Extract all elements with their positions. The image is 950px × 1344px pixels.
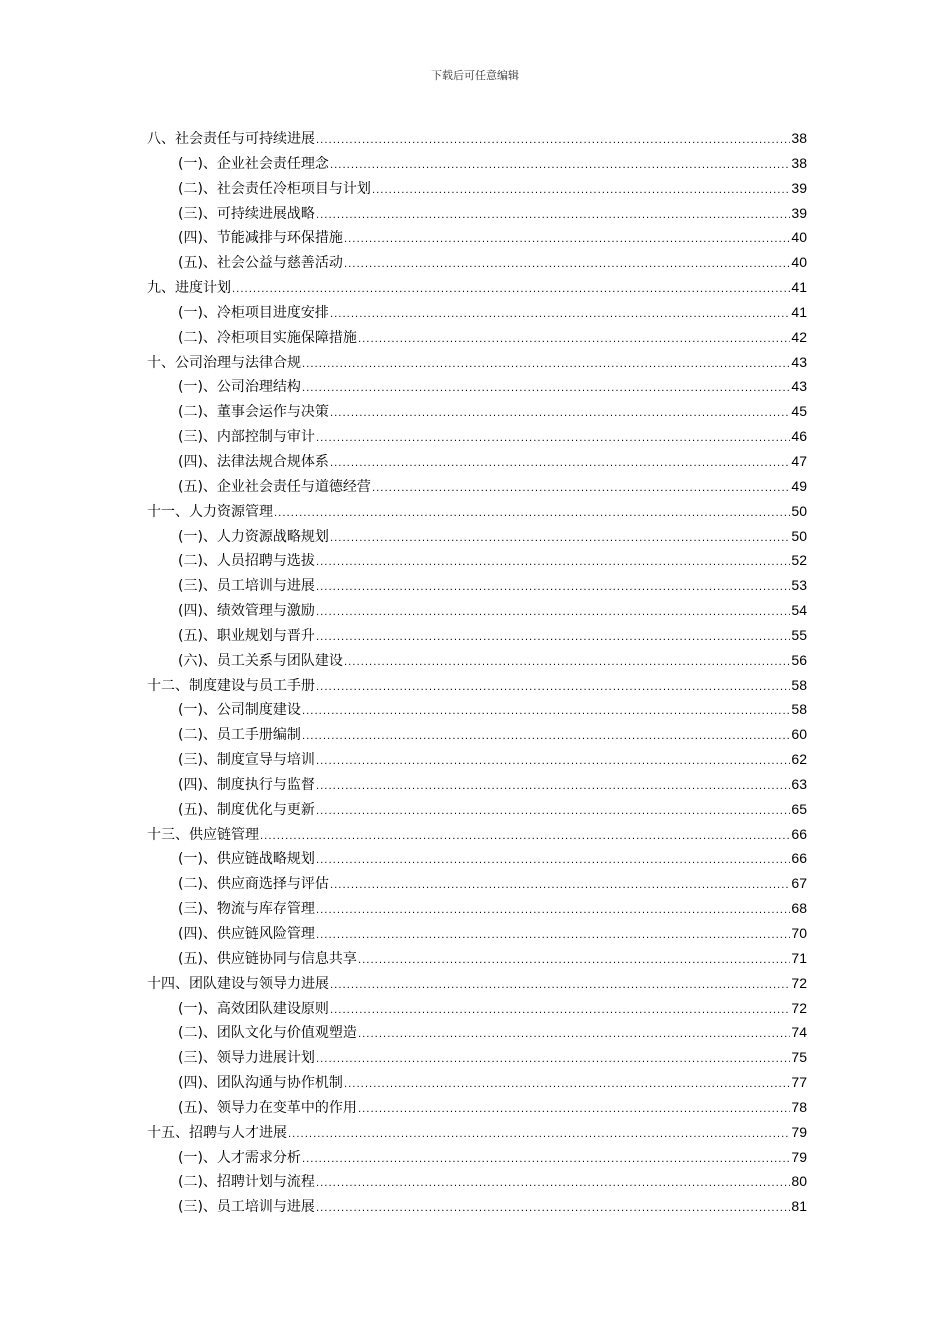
toc-dot-leader — [358, 949, 790, 974]
toc-section-entry[interactable] — [147, 871, 807, 896]
toc-dot-leader — [316, 427, 790, 452]
toc-page-number: 80 — [791, 1173, 807, 1190]
toc-entry-title: 十、公司治理与法律合规 — [147, 354, 301, 371]
toc-page-number: 38 — [791, 154, 807, 171]
toc-page-number: 39 — [791, 204, 807, 221]
toc-page-number: 58 — [791, 676, 807, 693]
toc-dot-leader — [344, 651, 790, 676]
toc-dot-leader — [316, 601, 790, 626]
toc-dot-leader — [302, 725, 790, 750]
toc-dot-leader — [316, 576, 790, 601]
toc-entry-title: (一)、人力资源战略规划 — [178, 528, 329, 545]
toc-page-number: 55 — [791, 626, 807, 643]
toc-entry-title: (四)、制度执行与监督 — [178, 776, 315, 793]
toc-section-entry[interactable] — [147, 772, 807, 797]
toc-entry-title: (五)、领导力在变革中的作用 — [178, 1099, 357, 1116]
toc-entry-title: (一)、企业社会责任理念 — [178, 155, 329, 172]
toc-entry-title: (三)、员工培训与进展 — [178, 1199, 315, 1216]
toc-section-entry[interactable] — [147, 300, 807, 325]
toc-dot-leader — [316, 800, 790, 825]
toc-page-number: 47 — [791, 452, 807, 469]
toc-dot-leader — [316, 750, 790, 775]
toc-chapter-entry[interactable] — [147, 499, 807, 524]
toc-entry-title: (五)、制度优化与更新 — [178, 801, 315, 818]
toc-entry-title: (三)、员工培训与进展 — [178, 578, 315, 595]
toc-section-entry[interactable] — [147, 996, 807, 1021]
toc-entry-title: (二)、人员招聘与选拔 — [178, 553, 315, 570]
toc-page-number: 41 — [791, 303, 807, 320]
toc-section-entry[interactable] — [147, 548, 807, 573]
toc-dot-leader — [330, 402, 790, 427]
toc-dot-leader — [288, 1123, 790, 1148]
toc-dot-leader — [316, 775, 790, 800]
toc-section-entry[interactable] — [147, 524, 807, 549]
toc-entry-title: (三)、制度宣导与培训 — [178, 752, 315, 769]
toc-entry-title: (二)、招聘计划与流程 — [178, 1174, 315, 1191]
toc-entry-title: (四)、团队沟通与协作机制 — [178, 1075, 343, 1092]
toc-dot-leader — [330, 874, 790, 899]
toc-entry-title: (一)、人才需求分析 — [178, 1149, 301, 1166]
toc-dot-leader — [316, 1048, 790, 1073]
toc-section-entry[interactable] — [147, 946, 807, 971]
toc-dot-leader — [358, 1098, 790, 1123]
toc-dot-leader — [344, 228, 790, 253]
toc-section-entry[interactable] — [147, 846, 807, 871]
toc-section-entry[interactable] — [147, 648, 807, 673]
toc-page-number: 50 — [791, 502, 807, 519]
toc-section-entry[interactable] — [147, 374, 807, 399]
toc-page-number: 40 — [791, 229, 807, 246]
toc-dot-leader — [302, 700, 790, 725]
toc-page-number: 72 — [791, 999, 807, 1016]
toc-section-entry[interactable] — [147, 151, 807, 176]
toc-page-number: 68 — [791, 900, 807, 917]
table-of-contents — [147, 126, 807, 1219]
toc-dot-leader — [316, 1197, 790, 1222]
toc-dot-leader — [330, 999, 790, 1024]
toc-entry-title: (二)、冷柜项目实施保障措施 — [178, 329, 357, 346]
toc-dot-leader — [330, 154, 790, 179]
toc-dot-leader — [232, 278, 790, 303]
toc-dot-leader — [330, 974, 790, 999]
page-header: 下载后可任意编辑 — [431, 69, 519, 82]
toc-entry-title: (二)、团队文化与价值观塑造 — [178, 1025, 357, 1042]
toc-dot-leader — [302, 353, 790, 378]
toc-entry-title: (五)、供应链协同与信息共享 — [178, 950, 357, 967]
toc-entry-title: (三)、可持续进展战略 — [178, 205, 315, 222]
toc-page-number: 66 — [791, 850, 807, 867]
toc-dot-leader — [316, 204, 790, 229]
toc-page-number: 45 — [791, 403, 807, 420]
toc-entry-title: (三)、领导力进展计划 — [178, 1050, 315, 1067]
toc-dot-leader — [316, 899, 790, 924]
toc-page-number: 39 — [791, 179, 807, 196]
toc-section-entry[interactable] — [147, 797, 807, 822]
toc-dot-leader — [372, 477, 790, 502]
toc-dot-leader — [260, 825, 790, 850]
toc-dot-leader — [302, 377, 790, 402]
toc-section-entry[interactable] — [147, 201, 807, 226]
toc-page-number: 43 — [791, 353, 807, 370]
toc-page-number: 49 — [791, 477, 807, 494]
toc-dot-leader — [316, 1172, 790, 1197]
toc-entry-title: (一)、高效团队建设原则 — [178, 1000, 329, 1017]
toc-entry-title: (二)、供应商选择与评估 — [178, 876, 329, 893]
toc-chapter-entry[interactable] — [147, 673, 807, 698]
toc-page-number: 70 — [791, 925, 807, 941]
toc-page-number: 42 — [791, 328, 807, 345]
toc-dot-leader — [316, 626, 790, 651]
toc-dot-leader — [358, 1023, 790, 1048]
toc-entry-title: (一)、公司治理结构 — [178, 379, 301, 396]
toc-entry-title: (五)、职业规划与晋升 — [178, 627, 315, 644]
toc-section-entry[interactable] — [147, 598, 807, 623]
toc-entry-title: 十五、招聘与人才进展 — [147, 1124, 287, 1141]
toc-page-number: 79 — [791, 1148, 807, 1165]
toc-section-entry[interactable] — [147, 399, 807, 424]
toc-section-entry[interactable] — [147, 1070, 807, 1095]
toc-page-number: 77 — [791, 1074, 807, 1091]
toc-page-number: 63 — [791, 775, 807, 792]
toc-section-entry[interactable] — [147, 449, 807, 474]
toc-entry-title: (四)、节能减排与环保措施 — [178, 230, 343, 247]
toc-page-number: 60 — [791, 726, 807, 743]
toc-chapter-entry[interactable] — [147, 822, 807, 847]
toc-chapter-entry[interactable] — [147, 971, 807, 996]
toc-entry-title: (四)、法律法规合规体系 — [178, 453, 329, 470]
toc-entry-title: (二)、社会责任冷柜项目与计划 — [178, 180, 371, 197]
toc-section-entry[interactable] — [147, 697, 807, 722]
toc-section-entry[interactable] — [147, 573, 807, 598]
toc-dot-leader — [358, 328, 790, 353]
toc-section-entry[interactable] — [147, 176, 807, 201]
toc-entry-title: 十四、团队建设与领导力进展 — [147, 975, 329, 992]
toc-section-entry[interactable] — [147, 1145, 807, 1170]
toc-section-entry[interactable] — [147, 747, 807, 772]
toc-chapter-entry[interactable] — [147, 350, 807, 375]
toc-entry-title: 十一、人力资源管理 — [147, 503, 273, 520]
toc-page-number: 66 — [791, 825, 807, 842]
toc-entry-title: (六)、员工关系与团队建设 — [178, 652, 343, 669]
toc-page-number: 75 — [791, 1049, 807, 1066]
toc-dot-leader — [302, 1148, 790, 1173]
toc-page-number: 43 — [791, 378, 807, 395]
toc-section-entry[interactable] — [147, 474, 807, 499]
toc-dot-leader — [316, 676, 790, 701]
toc-entry-title: 九、进度计划 — [147, 280, 231, 297]
toc-section-entry[interactable] — [147, 1169, 807, 1194]
toc-section-entry[interactable] — [147, 325, 807, 350]
toc-entry-title: 十二、制度建设与员工手册 — [147, 677, 315, 694]
toc-entry-title: (一)、冷柜项目进度安排 — [178, 304, 329, 321]
toc-entry-title: 八、社会责任与可持续进展 — [147, 131, 315, 147]
toc-page-number: 54 — [791, 602, 807, 619]
toc-entry-title: (四)、绩效管理与激励 — [178, 603, 315, 620]
toc-page-number: 46 — [791, 428, 807, 445]
toc-dot-leader — [316, 849, 790, 874]
toc-section-entry[interactable] — [147, 1095, 807, 1120]
toc-page-number: 58 — [791, 701, 807, 718]
toc-dot-leader — [372, 179, 790, 204]
toc-section-entry[interactable] — [147, 250, 807, 275]
toc-entry-title: (一)、供应链战略规划 — [178, 851, 315, 868]
toc-entry-title: (五)、社会公益与慈善活动 — [178, 255, 343, 272]
toc-entry-title: 十三、供应链管理 — [147, 826, 259, 843]
toc-page-number: 50 — [791, 527, 807, 544]
toc-page-number: 81 — [791, 1198, 807, 1215]
toc-entry-title: (一)、公司制度建设 — [178, 702, 301, 719]
toc-entry-title: (二)、员工手册编制 — [178, 727, 301, 744]
toc-section-entry[interactable] — [147, 921, 807, 946]
toc-entry-title: (五)、企业社会责任与道德经营 — [178, 478, 371, 495]
toc-dot-leader — [344, 253, 790, 278]
toc-page-number: 78 — [791, 1098, 807, 1115]
toc-dot-leader — [330, 527, 790, 552]
toc-entry-title: (三)、内部控制与审计 — [178, 429, 315, 446]
toc-entry-title: (三)、物流与库存管理 — [178, 901, 315, 918]
toc-page-number: 74 — [791, 1024, 807, 1041]
toc-section-entry[interactable] — [147, 1045, 807, 1070]
toc-page-number: 53 — [791, 577, 807, 594]
toc-page-number: 79 — [791, 1123, 807, 1140]
toc-dot-leader — [330, 303, 790, 328]
toc-section-entry[interactable] — [147, 1194, 807, 1219]
toc-chapter-entry[interactable] — [147, 1120, 807, 1145]
toc-page-number: 67 — [791, 875, 807, 892]
toc-page-number: 41 — [791, 279, 807, 296]
toc-dot-leader — [316, 924, 790, 949]
toc-page-number: 72 — [791, 974, 807, 991]
toc-page-number: 52 — [791, 552, 807, 569]
toc-page-number: 56 — [791, 651, 807, 668]
toc-dot-leader — [274, 502, 790, 527]
toc-dot-leader — [316, 551, 790, 576]
toc-dot-leader — [316, 129, 790, 154]
toc-dot-leader — [344, 1073, 790, 1098]
toc-chapter-entry[interactable] — [147, 275, 807, 300]
toc-page-number: 71 — [791, 949, 807, 966]
toc-section-entry[interactable] — [147, 225, 807, 250]
toc-chapter-entry[interactable] — [147, 126, 807, 151]
toc-page-number: 62 — [791, 751, 807, 768]
toc-entry-title: (四)、供应链风险管理 — [178, 926, 315, 942]
toc-section-entry[interactable] — [147, 1020, 807, 1045]
toc-section-entry[interactable] — [147, 623, 807, 648]
toc-page-number: 40 — [791, 254, 807, 271]
toc-page-number: 38 — [791, 130, 807, 146]
toc-dot-leader — [330, 452, 790, 477]
toc-section-entry[interactable] — [147, 896, 807, 921]
toc-section-entry[interactable] — [147, 424, 807, 449]
toc-page-number: 65 — [791, 800, 807, 817]
toc-entry-title: (二)、董事会运作与决策 — [178, 404, 329, 421]
toc-section-entry[interactable] — [147, 722, 807, 747]
